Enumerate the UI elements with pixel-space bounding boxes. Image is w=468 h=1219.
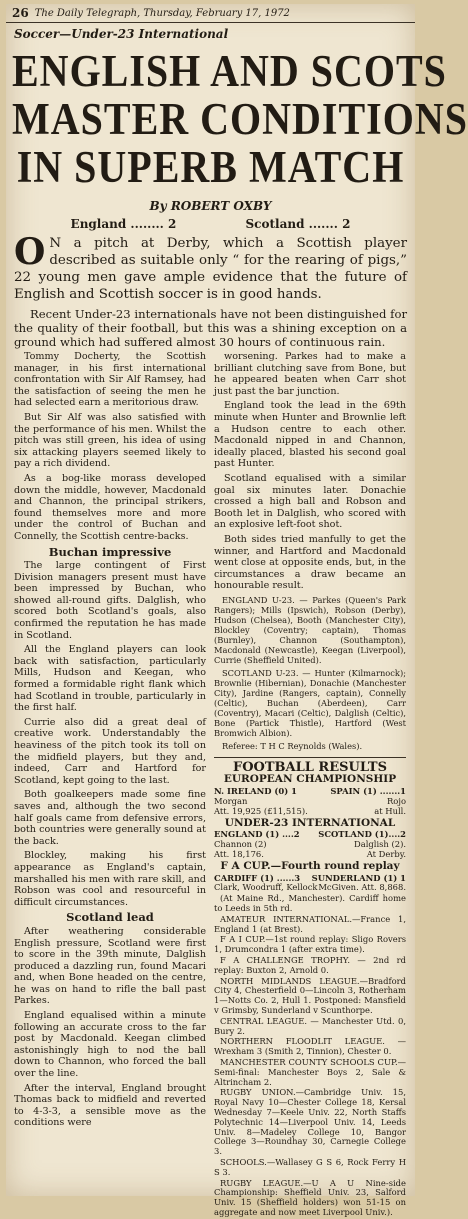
result-item: RUGBY UNION.—Cambridge Univ. 15, Royal Navy 10—Chester College 18, Kersal Wednesday 7—Keele Univ. 22, North Staffs Polytechnic 14—Liverpool Univ. 14, Leeds Univ. 8—Madeley College 10, Bangor College 3—Roundhay 30, Carnegie College 3. [214,1087,406,1157]
intro-paragraph: Recent Under-23 internationals have not been distinguished for the quality of their football, but this was a shining exception on a ground which had suffered almost 30 hours of continuous rain. [14,307,407,349]
result-item: F A I CUP.—1st round replay: Sligo Rovers 1, Drumcondra 1 (after extra time). [214,934,406,955]
result-attendance [214,850,406,860]
result-item: F A CHALLENGE TROPHY. — 2nd rd replay: Buxton 2, Arnold 0. [214,955,406,975]
referee-line: Referee: T H C Reynolds (Wales). [222,740,363,751]
result-away: SCOTLAND (1)....2 [318,829,406,840]
result-item: NORTH MIDLANDS LEAGUE.—Bradford City 4, Chesterfield 0—Lincoln 3, Rotherham 1—Notts Co. 2, Hull 1. Postponed: Mansfield v Grimsby, Sunderland v Scunthorpe. [214,975,406,1015]
result-away: SUNDERLAND (1) 1 [311,872,406,883]
result-attendance [214,807,406,817]
result-away: SPAIN (1) .......1 [330,786,406,797]
paragraph: But Sir Alf was also satisfied with the performance of his men. Whilst the pitch was still green, his idea of using six attacking players seemed likely to pay a rich dividend. [14,411,206,470]
paragraph: After weathering considerable English pressure, Scotland were first to score in the 39th minute, Dalglish produced a dazzling run, found Macari and, when Bone headed on the centre, he was on hand to rifle the ball past Parkes. [14,925,206,1007]
lead-paragraph [6,231,415,303]
scorers-away: McGiven. Att. 8,868. [318,882,406,893]
masthead [6,4,415,23]
drop-cap: O [14,231,46,273]
section-heading: Soccer—Under-23 International [14,27,229,41]
right-column [214,351,406,1219]
paragraph: Currie also did a great deal of creative work. Understandably the heaviness of the pitch took its toll on the midfield players, but they and, indeed, Carr and Hartford for Scotland, kept going to the last. [14,716,206,786]
scorers-away: Dalglish (2). [354,839,406,850]
subheading: Buchan impressive [48,544,172,559]
subheading: Scotland lead [66,910,154,925]
paragraph: worsening. Parkes had to make a brilliant clutching save from Bone, but he appeared beaten when Carr shot just past the bar junction. [214,351,406,397]
paragraph: Both sides tried manfully to get the winner, and Hartford and Macdonald went close at opposite ends, but, in the circumstances a draw became an honourable result. [214,533,406,592]
byline: By ROBERT OXBY [149,199,272,213]
venue: At Derby. [366,849,406,860]
england-team-list: ENGLAND U-23. — Parkes (Queen's Park Rangers); Mills (Ipswich), Robson (Derby), Hudson (Chelsea), Booth (Manchester City), Blockley (Coventry; captain), Thomas (Burnley), Channon (Southampton), Macdonald (Newcastle), Keegan (Liverpool), Currie (Sheffield United). [214,594,406,665]
result-item: MANCHESTER COUNTY SCHOOLS CUP.—Semi-final: Manchester Boys 2, Sale & Altrincham 2. [214,1056,406,1087]
result-item: NORTHERN FLOODLIT LEAGUE. — Wrexham 3 (Smith 2, Tinnion), Chester 0. [214,1036,406,1057]
scorers-home: Morgan [214,796,248,807]
scorers-home: Channon (2) [214,839,267,850]
paragraph: Scotland equalised with a similar goal six minutes later. Donachie crossed a high ball and Robson and Booth let in Dalglish, who scored with an explosive left-foot shot. [214,472,406,531]
paragraph: England equalised within a minute following an accurate cross to the far post by Macdonald. Keegan climbed astonishingly high to nod the ball down to Channon, who forced the ball over the line. [14,1010,206,1080]
scotland-team-list: SCOTLAND U-23. — Hunter (Kilmarnock); Brownlie (Hibernian), Donachie (Manchester City), Jardine (Rangers, captain), Connelly (Celtic), Buchan (Aberdeen), Carr (Coventry), Macari (Celtic), Dalglish (Celtic), Bone (Partick Thistle), Hartford (West Bromwich Albion). [214,667,406,738]
lead-text: N a pitch at Derby, which a Scottish player described as suitable only “ for the rearing of pigs,” 22 young men gave ample evidence that the future of English and Scottish soccer is in good hands. [14,236,407,302]
paper-dateline: The Daily Telegraph, Thursday, February 17, 1972 [34,7,290,19]
score-scotland: Scotland ....... 2 [245,217,351,231]
headline-line-3: IN SUPERB MATCH [16,140,405,193]
results-subheading: F A CUP.—Fourth round replay [220,859,400,872]
scoreline [6,215,415,235]
result-note: (At Maine Rd., Manchester). Cardiff home to Leeds in 5th rd. [214,893,406,914]
result-home: N. IRELAND (0) 1 [214,786,297,797]
results-subheading: EUROPEAN CHAMPIONSHIP [223,773,397,786]
results-block [214,775,406,1217]
paragraph: Tommy Docherty, the Scottish manager, in his first international confrontation with Sir Alf Ramsey, had the satisfaction of seeing the men he had selected earn a meritorious draw. [14,351,206,409]
results-title: FOOTBALL RESULTS [214,757,406,774]
paragraph: Blockley, making his first appearance as England's captain, marshalled his men with rare skill, and Robson was cool and resourceful in difficult circumstances. [14,850,206,908]
page-number: 26 [12,6,29,20]
attendance: Att. 19,925 (£11,515). [214,805,308,816]
headline-line-2: MASTER CONDITIONS [12,92,468,145]
headline-line-1: ENGLISH AND SCOTS [12,44,447,97]
paragraph: All the England players can look back with satisfaction, particularly Mills, Hudson and Keegan, who formed a formidable right flank which had Scotland in trouble, particularly in the first half. [14,644,206,714]
article-columns [6,351,415,1219]
scorers-away: Rojo [387,796,406,807]
result-item: RUGBY LEAGUE.—U A U Nine-side Championship: Sheffield Univ. 23, Salford Univ. 15 (Sheffield holders) won 51-15 on aggregate and now meet Liverpool Univ.). [214,1177,406,1217]
result-home: ENGLAND (1) ....2 [214,829,300,840]
result-item: CENTRAL LEAGUE. — Manchester Utd. 0, Bury 2. [214,1015,406,1036]
result-scorers [214,883,406,893]
attendance: Att. 18,176. [214,849,264,860]
left-column [14,351,206,1219]
paragraph: The large contingent of First Division managers present must have been impressed by Buchan, who showed all-round gifts. Dalglish, who scored both Scotland's goals, also confirmed the reputation he has made in Scotland. [14,560,206,641]
paragraph: England took the lead in the 69th minute when Hunter and Brownlie left a Hudson centre to each other. Macdonald nipped in and Channon, ideally placed, blasted his second goal past Hunter. [214,400,406,470]
paragraph: After the interval, England brought Thomas back to midfield and reverted to 4-3-3, a sensible move as the conditions were [14,1082,206,1129]
scorers-home: Clark, Woodruff, Kellock [214,882,318,893]
result-item: AMATEUR INTERNATIONAL.—France 1, England 1 (at Brest). [214,913,406,934]
score-england: England ........ 2 [70,217,177,231]
results-subheading: UNDER-23 INTERNATIONAL [224,816,396,829]
headline [6,41,468,195]
venue: at Hull. [374,805,406,816]
paragraph: As a bog-like morass developed down the middle, however, Macdonald and Channon, the principal strikers, found themselves more and more under the control of Buchan and Connelly, the Scottish centre-backs. [14,472,206,542]
paragraph: Both goalkeepers made some fine saves and, although the two second half goals came from defensive errors, both countries were generally sound at the back. [14,789,206,847]
newspaper-clipping [6,4,468,1217]
result-home: CARDIFF (1) ......3 [214,872,301,883]
result-item: SCHOOLS.—Wallasey G S 6, Rock Ferry H S 3. [214,1156,406,1177]
